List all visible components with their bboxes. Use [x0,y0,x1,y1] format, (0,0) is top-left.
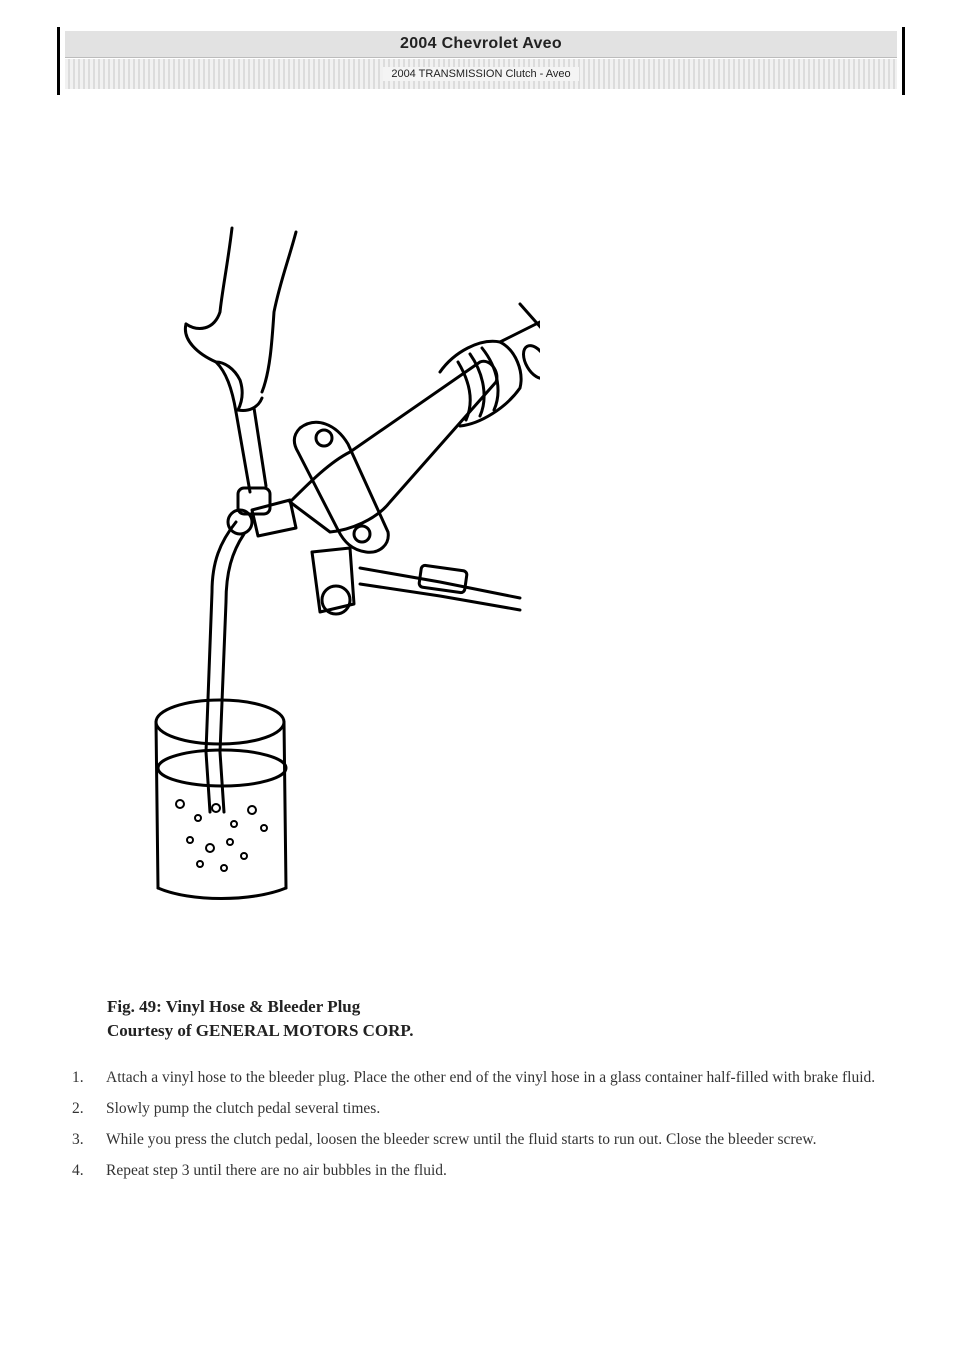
header-title: 2004 Chevrolet Aveo [65,31,897,58]
flange-bolt-top [316,430,332,446]
header-right-rule [902,27,905,95]
step-text: Attach a vinyl hose to the bleeder plug. Place the other end of the vinyl hose in a glass container half-filled with brake fluid. [106,1069,876,1086]
step-number: 3. [72,1131,84,1148]
step-text: While you press the clutch pedal, loosen the bleeder screw until the fluid starts to run out. Close the bleeder screw. [106,1131,817,1148]
caption-credit: Courtesy of GENERAL MOTORS CORP. [107,1021,414,1040]
list-item [72,1065,912,1091]
lower-nut [322,586,350,614]
rod-plate [520,304,540,372]
vinyl-hose-inner [220,534,244,812]
list-item [72,1127,912,1153]
caption-title: Fig. 49: Vinyl Hose & Bleeder Plug [107,997,361,1016]
list-item [72,1158,912,1184]
wrench-handle [236,408,266,492]
bleeder-nut [252,500,296,536]
procedure-steps [72,1065,912,1189]
bleeder-illustration [140,212,540,912]
push-rod [500,312,540,342]
page-header [57,27,905,95]
flange-bolt-bottom [354,526,370,542]
step-number: 2. [72,1100,84,1117]
container-bottom [158,888,286,899]
container-wall-left [156,722,158,888]
step-number: 4. [72,1162,84,1179]
lower-fitting [312,548,354,612]
step-number: 1. [72,1069,84,1086]
arm-outline [186,228,232,328]
figure-caption [107,995,414,1043]
container-wall-right [284,722,286,888]
cylinder-flange [294,422,388,552]
step-text: Repeat step 3 until there are no air bubbles in the fluid. [106,1162,447,1179]
air-bubbles [176,800,267,871]
header-left-rule [57,27,60,95]
header-subtitle: 2004 TRANSMISSION Clutch - Aveo [383,67,578,81]
step-text: Slowly pump the clutch pedal several times. [106,1100,381,1117]
forearm-right [262,232,296,392]
boot-rib-2 [470,354,484,416]
header-subtitle-band [65,59,897,89]
list-item [72,1096,912,1122]
